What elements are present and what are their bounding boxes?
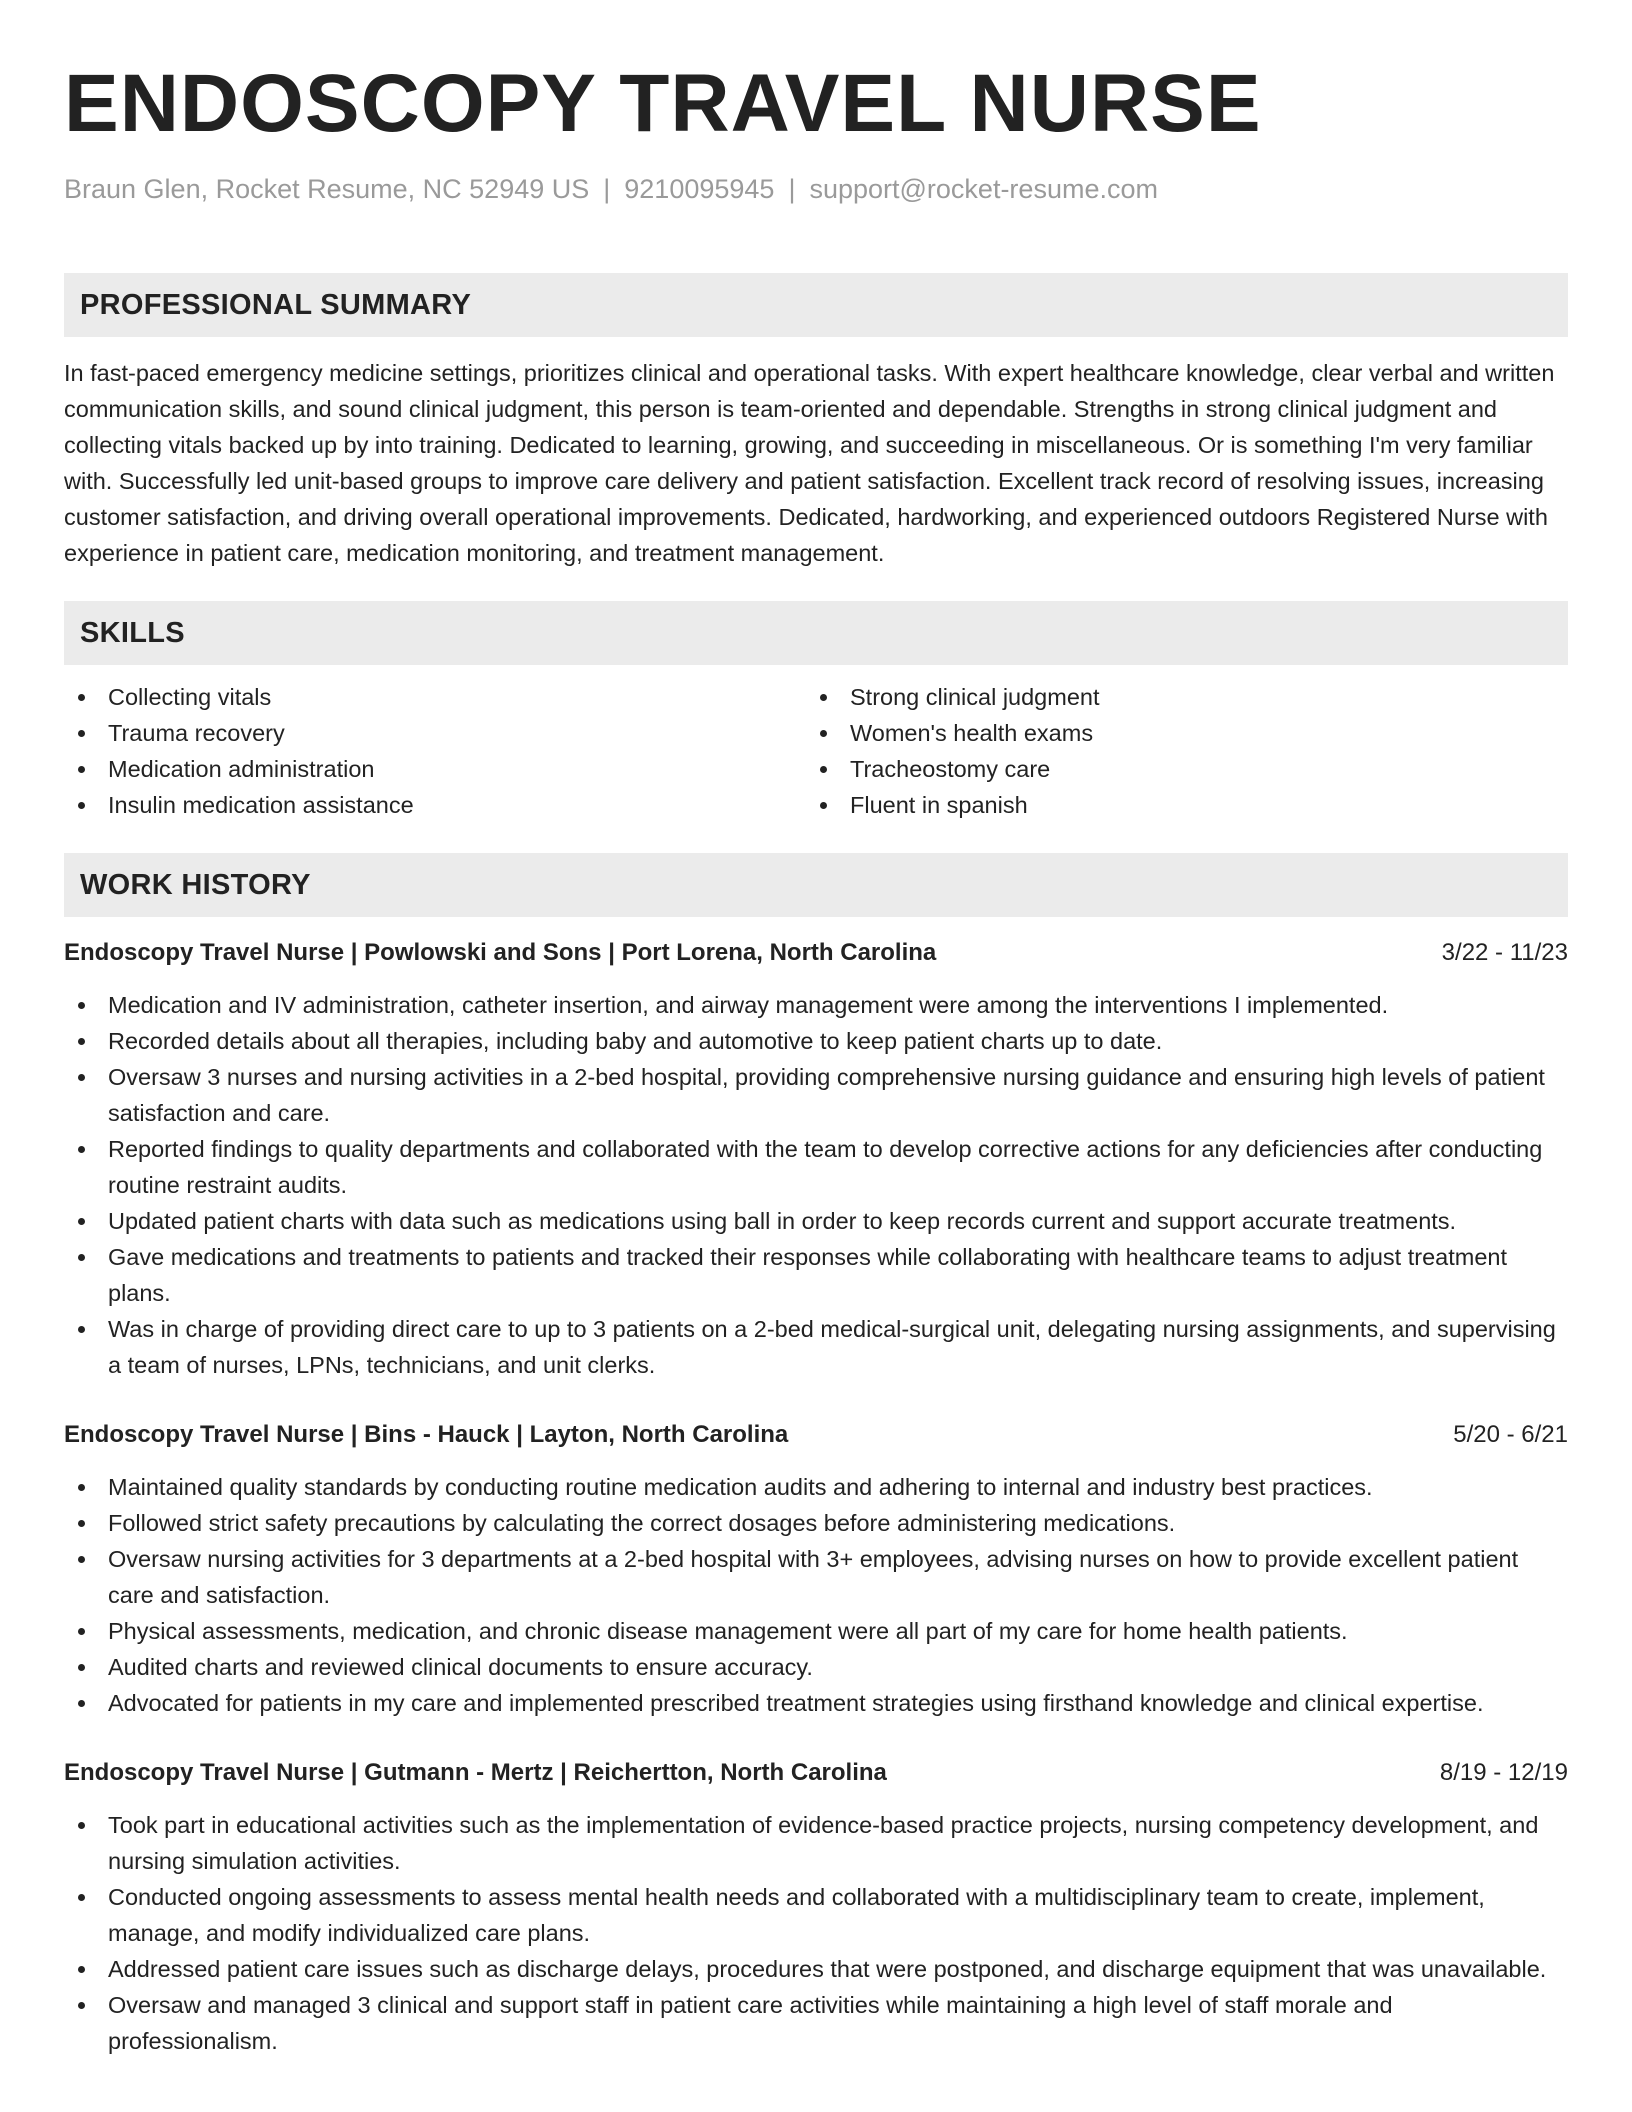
job-bullet: Addressed patient care issues such as discharge delays, procedures that were postponed, and discharge equipment that was unavailable. [64,1951,1568,1987]
skill-item: Medication administration [64,751,806,787]
skill-item: Fluent in spanish [806,787,1548,823]
skill-item: Tracheostomy care [806,751,1548,787]
job-entry [64,1417,1568,1721]
job-bullet: Oversaw nursing activities for 3 departments at a 2-bed hospital with 3+ employees, advising nurses on how to provide excellent patient care and satisfaction. [64,1541,1568,1613]
job-bullets [64,987,1568,1383]
resume-name: ENDOSCOPY TRAVEL NURSE [64,58,1262,149]
skill-item: Strong clinical judgment [806,679,1548,715]
job-bullet: Audited charts and reviewed clinical documents to ensure accuracy. [64,1649,1568,1685]
job-bullet: Conducted ongoing assessments to assess mental health needs and collaborated with a multidisciplinary team to create, implement, manage, and modify individualized care plans. [64,1879,1568,1951]
job-entry [64,935,1568,1383]
job-bullet: Recorded details about all therapies, including baby and automotive to keep patient charts up to date. [64,1023,1568,1059]
job-bullet: Physical assessments, medication, and chronic disease management were all part of my care for home health patients. [64,1613,1568,1649]
contact-separator: | [788,174,796,204]
summary-text: In fast-paced emergency medicine settings, prioritizes clinical and operational tasks. With expert healthcare knowledge, clear verbal and written communication skills, and sound clinical judgment, this person is team-oriented and dependable. Strengths in strong clinical judgment and collecting vitals backed up by into training. Dedicated to learning, growing, and succeeding in miscellaneous. Or is something I'm very familiar with. Successfully led unit-based groups to improve care delivery and patient satisfaction. Excellent track record of resolving issues, increasing customer satisfaction, and driving overall operational improvements. Dedicated, hardworking, and experienced outdoors Registered Nurse with experience in patient care, medication monitoring, and treatment management. [64,360,1555,566]
job-bullets [64,1807,1568,2059]
contact-separator: | [603,174,611,204]
job-dates: 5/20 - 6/21 [1453,1421,1568,1448]
job-title: Endoscopy Travel Nurse | Bins - Hauck | Layton, North Carolina [64,1421,789,1448]
job-header [64,935,1568,971]
job-bullet: Advocated for patients in my care and implemented prescribed treatment strategies using firsthand knowledge and clinical expertise. [64,1685,1568,1721]
job-header [64,1755,1568,1791]
contact-address: Braun Glen, Rocket Resume, NC 52949 US [64,174,590,204]
contact-phone: 9210095945 [624,174,775,204]
job-bullet: Took part in educational activities such as the implementation of evidence-based practice projects, nursing competency development, and nursing simulation activities. [64,1807,1568,1879]
job-bullets [64,1469,1568,1721]
skills-column-left [64,679,806,823]
section-header-work-history: WORK HISTORY [64,853,1568,917]
skills-columns [64,679,1568,823]
job-dates: 8/19 - 12/19 [1439,1759,1568,1786]
resume-page [64,0,1568,2059]
skills-column-right [806,679,1548,823]
job-title: Endoscopy Travel Nurse | Gutmann - Mertz | Reichertton, North Carolina [64,1759,887,1786]
job-entry [64,1755,1568,2059]
job-title: Endoscopy Travel Nurse | Powlowski and Sons | Port Lorena, North Carolina [64,939,937,966]
job-bullet: Was in charge of providing direct care to up to 3 patients on a 2-bed medical-surgical unit, delegating nursing assignments, and supervising a team of nurses, LPNs, technicians, and unit clerks. [64,1311,1568,1383]
job-bullet: Oversaw 3 nurses and nursing activities in a 2-bed hospital, providing comprehensive nursing guidance and ensuring high levels of patient satisfaction and care. [64,1059,1568,1131]
job-bullet: Oversaw and managed 3 clinical and support staff in patient care activities while maintaining a high level of staff morale and professionalism. [64,1987,1568,2059]
skill-item: Collecting vitals [64,679,806,715]
job-header [64,1417,1568,1453]
skill-item: Women's health exams [806,715,1548,751]
job-bullet: Maintained quality standards by conducting routine medication audits and adhering to internal and industry best practices. [64,1469,1568,1505]
section-header-summary: PROFESSIONAL SUMMARY [64,273,1568,337]
job-bullet: Gave medications and treatments to patients and tracked their responses while collaborating with healthcare teams to adjust treatment plans. [64,1239,1568,1311]
skill-item: Trauma recovery [64,715,806,751]
job-bullet: Reported findings to quality departments and collaborated with the team to develop corrective actions for any deficiencies after conducting routine restraint audits. [64,1131,1568,1203]
contact-line [64,172,1568,206]
job-bullet: Followed strict safety precautions by calculating the correct dosages before administering medications. [64,1505,1568,1541]
skill-item: Insulin medication assistance [64,787,806,823]
section-header-skills: SKILLS [64,601,1568,665]
job-dates: 3/22 - 11/23 [1441,939,1568,966]
contact-email: support@rocket-resume.com [809,174,1158,204]
job-bullet: Medication and IV administration, catheter insertion, and airway management were among the interventions I implemented. [64,987,1568,1023]
job-bullet: Updated patient charts with data such as medications using ball in order to keep records current and support accurate treatments. [64,1203,1568,1239]
